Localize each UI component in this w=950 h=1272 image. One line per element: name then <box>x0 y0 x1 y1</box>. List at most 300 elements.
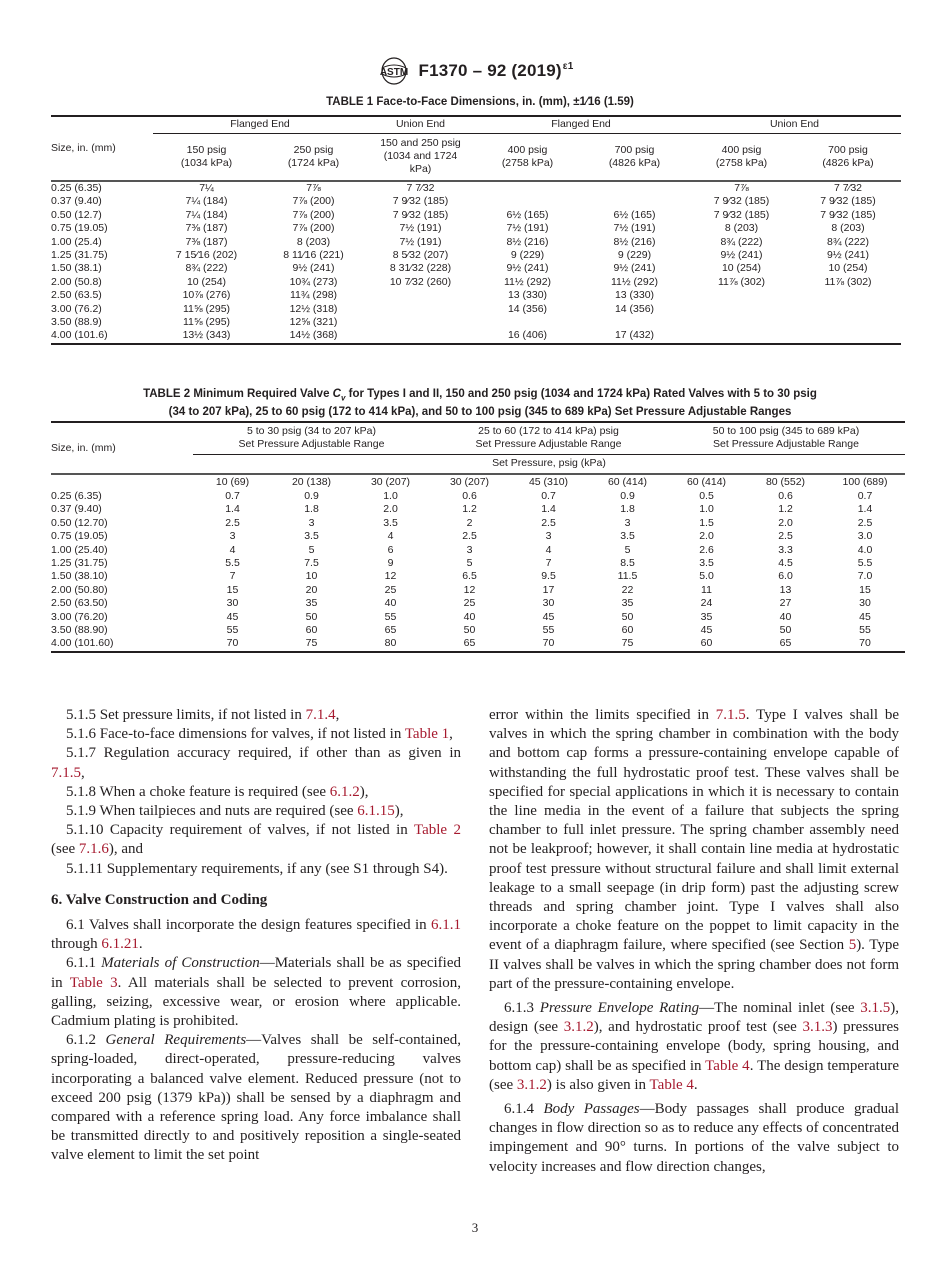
cv-cell: 0.7 <box>225 490 240 502</box>
cv-cell: 0.6 <box>462 490 477 502</box>
column-header: 250 psig (1724 kPa) <box>287 143 340 169</box>
set-pressure-column-header: 45 (310) <box>528 476 569 488</box>
body-column-left <box>51 706 461 1166</box>
cv-cell: 55 <box>542 624 555 637</box>
table1-title: TABLE 1 Face-to-Face Dimensions, in. (mm), ±1⁄16 (1.59) <box>326 96 634 108</box>
dimension-cell: 14 (356) <box>614 302 655 315</box>
cv-cell: 75 <box>305 637 318 650</box>
dimension-cell: 6½ (165) <box>506 208 549 221</box>
cv-cell: 1.5 <box>699 516 714 529</box>
cv-cell: 55 <box>226 624 239 637</box>
link-table-4[interactable]: Table 4 <box>649 1076 694 1093</box>
cv-cell: 45 <box>226 610 239 623</box>
cv-cell: 5.0 <box>699 570 714 583</box>
cv-cell: 15 <box>226 583 239 596</box>
size-cell: 3.50 (88.9) <box>51 316 102 329</box>
cv-cell: 0.5 <box>699 490 714 502</box>
column-header: 150 psig (1034 kPa) <box>180 143 233 169</box>
table-row <box>51 181 901 195</box>
set-pressure-column-header: 80 (552) <box>765 476 806 488</box>
cv-cell: 0.7 <box>857 490 873 502</box>
cv-cell: 11.5 <box>617 570 638 583</box>
cv-cell: 0.6 <box>778 490 793 502</box>
cv-cell: 2.5 <box>778 530 793 543</box>
table-row <box>51 329 901 343</box>
table-row <box>51 530 905 543</box>
cv-cell: 35 <box>305 597 318 610</box>
cv-cell: 4.5 <box>778 557 793 570</box>
cv-cell: 1.0 <box>699 503 714 516</box>
cv-cell: 30 <box>542 597 555 610</box>
cv-cell: 24 <box>700 597 713 610</box>
dimension-cell <box>474 181 581 195</box>
cv-cell: 65 <box>384 624 397 637</box>
cv-cell: 3 <box>624 516 631 529</box>
group-union-end: Union End <box>367 116 474 133</box>
dimension-cell: 10⅞ (276) <box>182 289 231 302</box>
dimension-cell <box>367 303 474 316</box>
size-cell: 2.00 (50.80) <box>51 583 108 596</box>
column-header: 400 psig (2758 kPa) <box>715 143 768 169</box>
link-table-1[interactable]: Table 1 <box>404 726 450 743</box>
cv-cell: 3 <box>466 543 473 556</box>
table-row <box>51 557 905 570</box>
dimension-cell: 7½ (191) <box>506 222 549 235</box>
cv-cell: 2.5 <box>541 516 556 529</box>
table-row <box>51 289 901 302</box>
dimension-cell: 8 31⁄32 (228) <box>389 262 452 275</box>
cv-cell: 2.5 <box>462 530 477 543</box>
column-header: 150 and 250 psig (1034 and 1724 kPa) <box>380 137 461 176</box>
body-column-right <box>489 706 899 1177</box>
cv-cell: 1.8 <box>620 503 635 516</box>
cv-cell: 4 <box>545 543 552 556</box>
cv-cell: 10 <box>305 570 318 583</box>
cv-cell: 7 <box>229 570 236 583</box>
table-row <box>51 236 901 249</box>
link-7-1-5[interactable]: 7.1.5 <box>715 707 746 723</box>
size-cell: 4.00 (101.60) <box>51 637 114 650</box>
cv-cell: 30 <box>859 597 871 610</box>
cv-cell: 40 <box>384 597 397 610</box>
dimension-cell: 11⅞ (302) <box>824 275 872 288</box>
table-row <box>51 262 901 275</box>
link-table-4[interactable]: Table 4 <box>705 1057 750 1074</box>
size-cell: 3.00 (76.20) <box>51 610 108 623</box>
cv-cell: 6 <box>387 543 394 556</box>
set-pressure-header: Set Pressure, psig (kPa) <box>492 457 606 470</box>
size-cell: 0.25 (6.35) <box>51 490 102 502</box>
cv-cell: 6.5 <box>462 570 477 583</box>
dimension-cell <box>474 316 581 329</box>
table-row <box>51 316 901 329</box>
set-pressure-column-header: 100 (689) <box>842 476 888 488</box>
dimension-cell: 7⅞ <box>306 182 321 194</box>
cv-cell: 55 <box>384 610 397 623</box>
size-cell: 0.25 (6.35) <box>51 182 102 194</box>
dimension-cell: 9½ (241) <box>826 249 870 262</box>
link-6-1-21[interactable]: 6.1.21 <box>101 936 139 953</box>
cv-cell: 5.5 <box>857 557 873 570</box>
clause-5-1-11: 5.1.11 Supplementary requirements, if any (see S1 through S4). <box>66 860 448 877</box>
size-cell: 0.37 (9.40) <box>51 195 102 208</box>
size-cell: 0.75 (19.05) <box>51 530 108 543</box>
dimension-cell: 8¾ (222) <box>720 235 763 248</box>
cv-cell: 3.5 <box>304 530 319 543</box>
link-6-1-2[interactable]: 6.1.2 <box>329 783 360 800</box>
size-cell: 0.50 (12.7) <box>51 208 102 221</box>
table-row <box>51 544 905 557</box>
dimension-cell: 8 (203) <box>831 222 865 235</box>
dimension-cell <box>795 316 901 329</box>
clause-6-1-2: 6.1.2 General Requirements—Valves shall be self-contained, spring-loaded, direct-operated, pressure-reducing valves incorporating a balanced valve element. Reduced pressure (not to exceed 200 psig (1379 kPa)) shall be sensed by a diaphragm and compared with a reference spring load. Any force imbalance shall be transmitted directly to and positively reposition a single-seated valve element to limit the set point <box>51 1032 461 1164</box>
dimension-cell: 11½ (292) <box>503 275 552 288</box>
link-7-1-5[interactable]: 7.1.5 <box>51 764 81 781</box>
dimension-cell: 14 (356) <box>507 302 548 315</box>
dimension-cell <box>581 316 688 329</box>
dimension-cell: 7 9⁄32 (185) <box>820 208 876 221</box>
group-flanged-end: Flanged End <box>474 116 688 133</box>
dimension-cell: 10 (254) <box>721 262 762 275</box>
link-3-1-2[interactable]: 3.1.2 <box>516 1076 547 1093</box>
table-row <box>51 611 905 624</box>
clause-6-1-2-continued: error within the limits specified in 7.1.5. Type I valves shall be valves in which the spring chamber in combination with the body and bottom cap forms a pressure-containing envelope capable of withstanding the full hydrostatic proof test. These valves shall be specified for special applications in which it is necessary to contain the line media in the event of a failure that subjects the spring chamber to full inlet pressure. The spring chamber assembly need not be leakproof; however, it shall contain line media at hydrostatic proof test pressure without structural failure and shall limit external leakage to a small seepage (in drip form) past the adjusting screw threads and spring chamber joint. Type I valves shall also incorporate a choke feature on the poppet to limit capacity in the event of a diaphragm failure, where specified (see Section 5). Type II valves shall be valves in which the spring chamber does not form part of the pressure-containing envelope. <box>489 707 899 992</box>
table2-title: TABLE 2 Minimum Required Valve $C_v$ for Types I and II, 150 and 250 psig (1034 and 1724 kPa) Rated Valves with 5 to 30 psig (34 to 207 kPa), 25 to 60 psig (172 to 414 kPa), and 50 to 100 psig (345 to 689 kPa) Set Pressure Adjustable Ranges <box>143 388 817 419</box>
cv-cell: 50 <box>305 610 318 623</box>
cv-cell: 80 <box>384 637 397 650</box>
cv-cell: 6.0 <box>778 570 793 583</box>
dimension-cell: 7⅞ (200) <box>292 208 335 221</box>
table-row <box>51 490 905 503</box>
cv-cell: 40 <box>463 610 476 623</box>
cv-cell: 25 <box>384 583 397 596</box>
link-6-1-15[interactable]: 6.1.15 <box>357 803 395 820</box>
group-5-30-psig: 5 to 30 psig (34 to 207 kPa) Set Pressure Adjustable Range <box>193 422 430 454</box>
dimension-cell <box>581 195 688 208</box>
section-6-heading: 6. Valve Construction and Coding <box>51 891 268 908</box>
dimension-cell: 11¾ (298) <box>289 289 338 302</box>
dimension-cell: 7 15⁄16 (202) <box>175 249 238 262</box>
dimension-cell: 11⅝ (295) <box>182 316 231 329</box>
cv-cell: 3 <box>229 530 236 543</box>
cv-cell: 3.5 <box>383 516 398 529</box>
dimension-cell: 8¾ (222) <box>826 235 870 248</box>
dimension-cell <box>688 329 795 343</box>
cv-cell: 5 <box>308 543 315 556</box>
cv-cell: 35 <box>700 610 713 623</box>
cv-cell: 11 <box>701 583 712 596</box>
dimension-cell: 7¼ (184) <box>185 195 228 208</box>
cv-cell: 60 <box>305 624 318 637</box>
size-cell: 2.50 (63.50) <box>51 597 108 610</box>
cv-cell: 0.9 <box>304 490 319 502</box>
dimension-cell <box>795 329 901 343</box>
cv-cell: 1.4 <box>857 503 873 516</box>
cv-cell: 2 <box>466 516 473 529</box>
dimension-cell <box>688 316 795 329</box>
document-id: F1370 – 92 $(2019)^{\varepsilon 1}$ <box>418 61 574 80</box>
cv-cell: 50 <box>621 610 634 623</box>
dimension-cell: 7½ (191) <box>399 235 442 248</box>
size-cell: 1.50 (38.10) <box>51 570 108 583</box>
link-section-5[interactable]: 5 <box>848 937 857 954</box>
cv-cell: 5.5 <box>225 557 240 570</box>
dimension-cell: 7 9⁄32 (185) <box>713 195 770 208</box>
size-header: Size, in. (mm) <box>51 116 153 181</box>
table-row <box>51 249 901 262</box>
cv-cell: 60 <box>700 637 713 650</box>
clause-6-1-3: 6.1.3 Pressure Envelope Rating—The nominal inlet (see 3.1.5), design (see 3.1.2), and hydrostatic proof test (see 3.1.3) pressures for the pressure-containing envelope (body, spring housing, and bottom cap) shall be as specified in Table 4. The design temperature (see 3.1.2) is also given in Table 4. <box>489 1000 900 1093</box>
cv-cell: 8.5 <box>620 557 635 570</box>
size-cell: 3.00 (76.2) <box>51 302 102 315</box>
cv-cell: 2.0 <box>778 516 793 529</box>
cv-cell: 5 <box>466 557 473 570</box>
dimension-cell: 7⅞ <box>734 182 749 194</box>
dimension-cell: 9½ (241) <box>720 249 763 262</box>
column-header: 700 psig (4826 kPa) <box>608 143 661 169</box>
link-3-1-5[interactable]: 3.1.5 <box>860 1000 891 1017</box>
dimension-cell: 13 (330) <box>614 289 655 302</box>
cv-cell: 12 <box>384 570 397 583</box>
dimension-cell: 7 9⁄32 (185) <box>820 195 876 208</box>
cv-cell: 1.4 <box>541 503 556 516</box>
cv-cell: 7 <box>545 557 552 570</box>
cv-cell: 17 <box>542 583 555 596</box>
cv-cell: 55 <box>859 624 871 637</box>
dimension-cell: 10 7⁄32 (260) <box>389 275 452 288</box>
cv-cell: 65 <box>779 637 792 650</box>
table-row <box>51 517 905 530</box>
dimension-cell: 7 7⁄32 <box>406 182 435 194</box>
astm-logo-icon <box>377 56 411 86</box>
table-row <box>51 584 905 597</box>
cv-cell: 75 <box>621 637 634 650</box>
size-cell: 0.50 (12.70) <box>51 516 108 529</box>
dimension-cell: 6½ (165) <box>613 208 656 221</box>
column-header: 700 psig (4826 kPa) <box>822 143 874 169</box>
dimension-cell: 16 (406) <box>507 329 548 342</box>
clause-5-1-6: 5.1.6 Face-to-face dimensions for valves, if not listed in Table 1, <box>66 726 453 743</box>
set-pressure-column-header: 30 (207) <box>449 476 490 488</box>
dimension-cell: 17 (432) <box>614 329 655 342</box>
dimension-cell: 7 7⁄32 <box>833 182 863 194</box>
cv-cell: 45 <box>542 610 555 623</box>
dimension-cell: 12½ (318) <box>289 302 338 315</box>
cv-cell: 3.5 <box>620 530 635 543</box>
dimension-cell: 8 (203) <box>724 222 759 235</box>
dimension-cell: 9 (229) <box>510 249 545 262</box>
cv-cell: 13 <box>779 583 792 596</box>
cv-cell: 3.5 <box>699 557 714 570</box>
link-7-1-4[interactable]: 7.1.4 <box>305 707 336 723</box>
clause-5-1-5: 5.1.5 Set pressure limits, if not listed in 7.1.4, <box>66 707 340 723</box>
cv-cell: 1.2 <box>778 503 793 516</box>
set-pressure-column-header: 20 (138) <box>291 476 332 488</box>
group-flanged-end: Flanged End <box>153 116 367 133</box>
table-row <box>51 503 905 516</box>
cv-cell: 45 <box>700 624 713 637</box>
table2-min-required-cv <box>51 421 905 653</box>
dimension-cell: 7⅞ (200) <box>292 222 335 235</box>
cv-cell: 3.3 <box>778 543 793 556</box>
table-row <box>51 624 905 637</box>
table-row <box>51 222 901 235</box>
cv-cell: 22 <box>621 583 634 596</box>
dimension-cell: 9½ (241) <box>613 262 656 275</box>
blank-header <box>51 474 193 490</box>
dimension-cell: 13½ (343) <box>182 329 231 342</box>
dimension-cell: 7⅜ (187) <box>185 222 228 235</box>
cv-cell: 25 <box>463 597 476 610</box>
cv-cell: 45 <box>859 610 871 623</box>
dimension-cell: 12⅝ (321) <box>289 316 338 329</box>
cv-cell: 3 <box>545 530 552 543</box>
dimension-cell: 7½ (191) <box>399 222 442 235</box>
dimension-cell <box>688 289 795 302</box>
cv-cell: 65 <box>463 637 476 650</box>
cv-cell: 3 <box>308 516 315 529</box>
dimension-cell: 8 11⁄16 (221) <box>283 249 344 262</box>
clause-6-1-1: 6.1.1 Materials of Construction—Materials shall be as specified in Table 3. All materials shall be selected to prevent corrosion, galling, seizing, excessive wear, or erosion where applicable. Cadmium plating is prohibited. <box>51 955 461 1030</box>
cv-cell: 3.0 <box>857 530 873 543</box>
dimension-cell: 9½ (241) <box>292 262 335 275</box>
size-cell: 1.50 (38.1) <box>51 262 102 275</box>
dimension-cell: 7 9⁄32 (185) <box>392 195 449 208</box>
dimension-cell: 7¼ <box>199 182 214 194</box>
size-cell: 2.00 (50.8) <box>51 275 102 288</box>
dimension-cell: 10¾ (273) <box>289 275 338 288</box>
cv-cell: 1.4 <box>225 503 240 516</box>
clause-5-1-9: 5.1.9 When tailpieces and nuts are required (see 6.1.15), <box>66 803 404 820</box>
dimension-cell <box>795 303 901 316</box>
table1-face-to-face <box>51 115 901 345</box>
size-cell: 1.00 (25.4) <box>51 235 102 248</box>
dimension-cell <box>474 195 581 208</box>
group-union-end: Union End <box>688 116 901 133</box>
dimension-cell: 8¾ (222) <box>185 262 228 275</box>
table-row <box>51 303 901 316</box>
cv-cell: 2.0 <box>699 530 714 543</box>
dimension-cell: 10 (254) <box>186 275 227 288</box>
dimension-cell: 8½ (216) <box>613 235 656 248</box>
size-cell: 1.25 (31.75) <box>51 249 108 262</box>
cv-cell: 70 <box>859 637 871 650</box>
table-row <box>51 570 905 583</box>
clause-5-1-7: 5.1.7 Regulation accuracy required, if other than as given in 7.1.5, <box>51 745 461 781</box>
cv-cell: 4 <box>229 543 236 556</box>
table-row <box>51 195 901 208</box>
dimension-cell <box>367 329 474 343</box>
group-50-100-psig: 50 to 100 psig (345 to 689 kPa) Set Pressure Adjustable Range <box>667 422 905 454</box>
cv-cell: 1.0 <box>383 490 398 502</box>
cv-cell: 2.5 <box>857 516 873 529</box>
size-cell: 1.00 (25.40) <box>51 543 108 556</box>
clause-5-1-8: 5.1.8 When a choke feature is required (see 6.1.2), <box>66 783 369 800</box>
dimension-cell: 7¼ (184) <box>185 208 228 221</box>
dimension-cell: 8½ (216) <box>506 235 549 248</box>
cv-cell: 12 <box>463 583 476 596</box>
cv-cell: 7.0 <box>857 570 873 583</box>
cv-cell: 9 <box>387 557 394 570</box>
dimension-cell: 13 (330) <box>507 289 548 302</box>
column-header: 400 psig (2758 kPa) <box>501 143 554 169</box>
size-cell: 3.50 (88.90) <box>51 624 108 637</box>
size-header: Size, in. (mm) <box>51 422 193 474</box>
clause-6-1-4: 6.1.4 Body Passages—Body passages shall produce gradual changes in flow direction so as to reduce any effects of concentrated impingement and 90° turns. In portions of the valve subject to velocity increases and flow direction changes, <box>489 1101 900 1175</box>
dimension-cell <box>688 303 795 316</box>
cv-cell: 1.2 <box>462 503 477 516</box>
cv-cell: 2.5 <box>225 516 240 529</box>
cv-cell: 1.8 <box>304 503 319 516</box>
cv-cell: 4 <box>387 530 394 543</box>
dimension-cell: 11⅝ (295) <box>182 302 231 315</box>
set-pressure-column-header: 60 (414) <box>607 476 648 488</box>
clause-5-1-10: 5.1.10 Capacity requirement of valves, if not listed in Table 2 (see 7.1.6), and <box>51 822 461 858</box>
link-table-2[interactable]: Table 2 <box>413 822 461 839</box>
clause-6-1: 6.1 Valves shall incorporate the design features specified in 6.1.1 through 6.1.21. <box>51 917 461 953</box>
table-row <box>51 637 905 651</box>
link-6-1-1[interactable]: 6.1.1 <box>431 917 461 934</box>
table-row <box>51 597 905 610</box>
cv-cell: 2.6 <box>699 543 714 556</box>
dimension-cell: 14½ (368) <box>289 329 338 342</box>
group-25-60-psig: 25 to 60 (172 to 414 kPa) psig Set Pressure Adjustable Range <box>430 422 667 454</box>
cv-cell: 0.9 <box>620 490 635 502</box>
cv-cell: 5 <box>624 543 631 556</box>
dimension-cell: 7½ (191) <box>613 222 656 235</box>
set-pressure-column-header: 10 (69) <box>215 476 250 488</box>
size-cell: 0.75 (19.05) <box>51 222 108 235</box>
page-number: 3 <box>471 1220 479 1235</box>
cv-cell: 50 <box>463 624 476 637</box>
cv-cell: 40 <box>779 610 792 623</box>
cv-cell: 9.5 <box>541 570 556 583</box>
cv-cell: 50 <box>779 624 792 637</box>
dimension-cell: 8 (203) <box>296 235 331 248</box>
dimension-cell <box>367 316 474 329</box>
cv-cell: 4.0 <box>857 543 873 556</box>
table-row <box>51 209 901 222</box>
cv-cell: 15 <box>859 583 871 596</box>
link-7-1-6[interactable]: 7.1.6 <box>78 841 109 858</box>
link-3-1-3[interactable]: 3.1.3 <box>802 1019 833 1036</box>
link-3-1-2[interactable]: 3.1.2 <box>563 1019 594 1036</box>
dimension-cell: 11⅞ (302) <box>717 275 766 288</box>
cv-cell: 30 <box>226 597 239 610</box>
table-row <box>51 276 901 289</box>
dimension-cell <box>795 289 901 302</box>
size-cell: 4.00 (101.6) <box>51 329 108 342</box>
cv-cell: 70 <box>542 637 555 650</box>
dimension-cell: 9½ (241) <box>506 262 549 275</box>
cv-cell: 20 <box>305 583 318 596</box>
dimension-cell: 7⅜ (187) <box>185 235 228 248</box>
dimension-cell <box>581 181 688 195</box>
set-pressure-column-header: 30 (207) <box>370 476 411 488</box>
cv-cell: 70 <box>226 637 239 650</box>
set-pressure-column-header: 60 (414) <box>686 476 727 488</box>
dimension-cell: 7 9⁄32 (185) <box>713 208 770 221</box>
link-table-3[interactable]: Table 3 <box>69 974 118 991</box>
cv-cell: 2.0 <box>383 503 398 516</box>
cv-cell: 0.7 <box>541 490 556 502</box>
dimension-cell: 7⅞ (200) <box>292 195 335 208</box>
cv-cell: 7.5 <box>304 557 319 570</box>
dimension-cell: 11½ (292) <box>610 275 659 288</box>
dimension-cell: 7 9⁄32 (185) <box>392 208 449 221</box>
cv-cell: 27 <box>779 597 792 610</box>
dimension-cell: 9 (229) <box>617 249 652 262</box>
